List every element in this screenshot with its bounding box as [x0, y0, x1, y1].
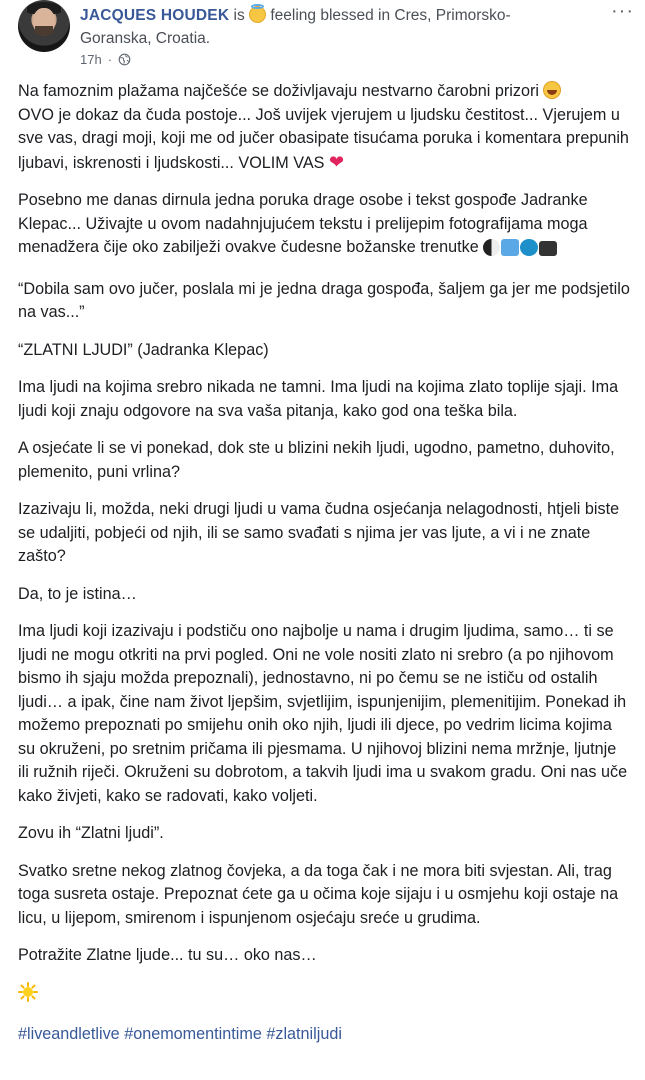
more-options-icon[interactable]: ···	[611, 0, 634, 22]
post-timestamp[interactable]: 17h	[80, 52, 102, 67]
paragraph-8: Izazivaju li, možda, neki drugi ljudi u vama čudna osjećanja nelagodnosti, htjeli biste se udaljiti, pobjeći od njih, ili se samo svađati s njima jer vas ljute, a vi i ne znate zašto?	[18, 500, 620, 565]
globe-icon[interactable]	[118, 53, 131, 66]
paragraph-3	[18, 189, 630, 264]
red-heart-icon: ❤	[328, 151, 345, 172]
post-headline	[80, 4, 580, 50]
paragraph-1	[18, 80, 630, 104]
paragraph-5: “ZLATNI LJUDI” (Jadranka Klepac)	[18, 340, 269, 359]
activity-text[interactable]: feeling blessed in Cres, Primorsko-Goranska, Croatia.	[80, 7, 511, 47]
hashtag-liveandletlive[interactable]: #liveandletlive	[18, 1025, 120, 1043]
paragraph-10: Ima ljudi koji izazivaju i podstiču ono najbolje u nama i drugim ljudima, samo… ti se ljudi ne mogu otkriti na prvi pogled. Oni ne vole nositi zlato ni srebro (a po njihovom bismo ih sjaju možda prepoznali), jednostavno, ni po čemu se ne ističu od ostalih ljudi… a ipak, čine nam život ljepšim, svjetlijim, ispunjenijim, plemenitijim. Ponekad ih možemo prepoznati po smijehu onih oko njih, ljudi ili djece, po vedrim licima kojima su okruženi, po sretnim pričama ili pjesmama. U njihovoj blizini nema mržnje, ljutnje ili ružnih riječi. Okruženi su dobrotom, a takvih ljudi ima u svakom gradu. Oni nas uče kako živjeti, kako se radovati, kako voljeti.	[18, 622, 628, 805]
sun-icon	[18, 982, 38, 1002]
hashtag-zlatniljudi[interactable]: #zlatniljudi	[266, 1025, 342, 1043]
paragraph-9: Da, to je istina…	[18, 584, 137, 603]
author-avatar[interactable]	[18, 0, 70, 52]
hashtags	[18, 1023, 630, 1047]
paragraph-2	[18, 104, 630, 176]
moon-icon	[483, 239, 500, 256]
paragraph-6: Ima ljudi na kojima srebro nikada ne tamni. Ima ljudi na kojima zlato toplije sjaji. Ima ljudi koji znaju odgovore na sva vaša pitanja, kako god ona teška bila.	[18, 378, 619, 420]
paragraph-3-text: Posebno me danas dirnula jedna poruka drage osobe i tekst gospođe Jadranke Klepac... Uživajte u ovom nadahnjujućem tekstu i prelijepim fotografijama moga menadžera čije oko zabilježi ovakve čudesne božanske trenutke	[18, 191, 588, 256]
grinning-squinting-face-icon	[543, 81, 561, 99]
paragraph-12: Svatko sretne nekog zlatnog čovjeka, a da toga čak i ne mora biti svjestan. Ali, trag toga susreta ostaje. Prepoznat ćete ga u očima koje sijaju i u osmjehu koji ostaje na licu, u lijepom, smirenom i ispunjenom osjećaju sreće u grudima.	[18, 861, 619, 927]
droplets-icon	[501, 239, 519, 256]
post-body	[18, 80, 630, 1061]
post-meta: 17h ·	[80, 52, 131, 67]
emoji-sequence	[483, 239, 557, 264]
wave-icon	[520, 239, 538, 256]
paragraph-11: Zovu ih “Zlatni ljudi”.	[18, 824, 164, 842]
author-name[interactable]: JACQUES HOUDEK	[80, 7, 230, 24]
hashtag-onemomentintime[interactable]: #onemomentintime	[124, 1025, 262, 1043]
paragraph-1-text: Na famoznim plažama najčešće se doživljavaju nestvarno čarobni prizori	[18, 82, 539, 100]
paragraph-2-text: OVO je dokaz da čuda postoje... Još uvijek vjerujem u ljudsku čestitost... Vjerujem u sve vas, dragi moji, koji me od jučer obasipate tisućama poruka i komentara prepunih ljubavi, iskrenosti i ljudskosti... VOLIM VAS	[18, 105, 629, 172]
camera-icon	[539, 241, 557, 256]
smiling-face-with-halo-icon	[249, 6, 266, 23]
sun-line	[18, 982, 630, 1010]
paragraph-4: “Dobila sam ovo jučer, poslala mi je jedna draga gospođa, šaljem ga jer me podsjetilo na vas...”	[18, 279, 630, 321]
paragraph-7: A osjećate li se vi ponekad, dok ste u blizini nekih ljudi, ugodno, pametno, duhovito, plemenito, puni vrlina?	[18, 439, 615, 481]
activity-prefix: is	[229, 7, 250, 24]
paragraph-13: Potražite Zlatne ljude... tu su… oko nas…	[18, 946, 317, 964]
post-header	[18, 0, 638, 76]
